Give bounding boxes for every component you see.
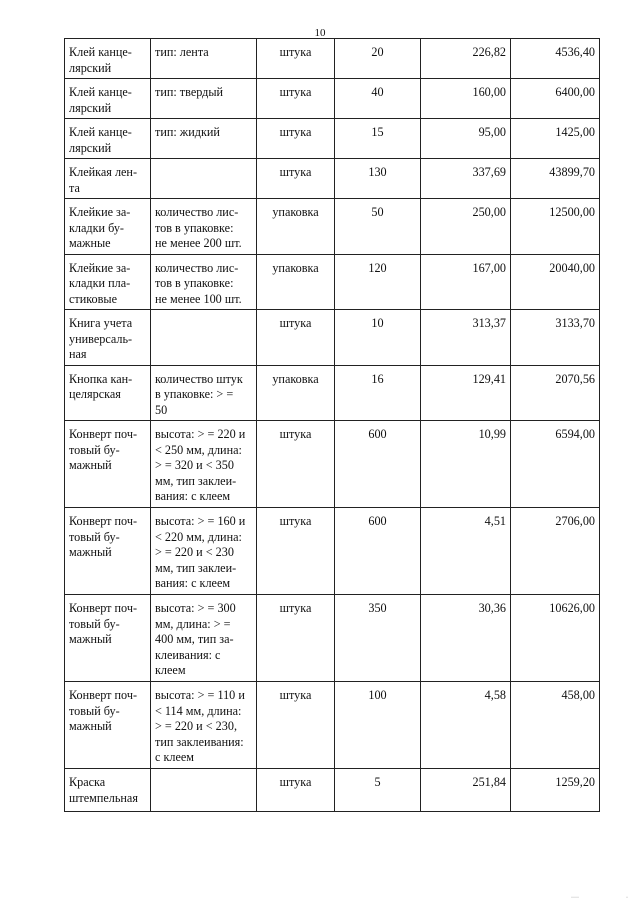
table-row xyxy=(65,159,600,199)
cell-name: Конверт поч- товый бу- мажный xyxy=(65,508,151,595)
cell-total: 4536,40 xyxy=(511,39,600,79)
cell-unit: штука xyxy=(257,769,335,812)
table-row xyxy=(65,421,600,508)
cell-name: Клейкие за- кладки пла- стиковые xyxy=(65,254,151,310)
cell-total: 6594,00 xyxy=(511,421,600,508)
table-row xyxy=(65,39,600,79)
cell-total: 2706,00 xyxy=(511,508,600,595)
cell-total: 458,00 xyxy=(511,682,600,769)
cell-unit: штука xyxy=(257,421,335,508)
cell-spec: количество лис- тов в упаковке: не менее 100 шт. xyxy=(151,254,257,310)
cell-unit: штука xyxy=(257,39,335,79)
cell-spec: высота: > = 160 и < 220 мм, длина: > = 220 и < 230 мм, тип заклеи- вания: с клеем xyxy=(151,508,257,595)
cell-qty: 15 xyxy=(335,119,421,159)
cell-total: 2070,56 xyxy=(511,365,600,421)
cell-spec: высота: > = 300 мм, длина: > = 400 мм, тип за- клеивания: с клеем xyxy=(151,595,257,682)
cell-spec: тип: жидкий xyxy=(151,119,257,159)
cell-qty: 50 xyxy=(335,199,421,255)
cell-name: Книга учета универсаль- ная xyxy=(65,310,151,366)
cell-total: 10626,00 xyxy=(511,595,600,682)
cell-spec xyxy=(151,159,257,199)
cell-price: 4,51 xyxy=(421,508,511,595)
cell-price: 4,58 xyxy=(421,682,511,769)
cell-qty: 350 xyxy=(335,595,421,682)
cell-name: Конверт поч- товый бу- мажный xyxy=(65,421,151,508)
cell-unit: штука xyxy=(257,310,335,366)
cell-price: 250,00 xyxy=(421,199,511,255)
table-row xyxy=(65,769,600,812)
cell-name: Клейкие за- кладки бу- мажные xyxy=(65,199,151,255)
cell-unit: штука xyxy=(257,119,335,159)
cell-total: 6400,00 xyxy=(511,79,600,119)
cell-name: Клей канце- лярский xyxy=(65,119,151,159)
cell-qty: 40 xyxy=(335,79,421,119)
table-row xyxy=(65,254,600,310)
cell-name: Конверт поч- товый бу- мажный xyxy=(65,682,151,769)
cell-name: Краска штемпельная xyxy=(65,769,151,812)
cell-qty: 20 xyxy=(335,39,421,79)
cell-qty: 130 xyxy=(335,159,421,199)
cell-name: Конверт поч- товый бу- мажный xyxy=(65,595,151,682)
table-row xyxy=(65,79,600,119)
cell-price: 167,00 xyxy=(421,254,511,310)
cell-qty: 5 xyxy=(335,769,421,812)
table-row xyxy=(65,365,600,421)
table-row xyxy=(65,595,600,682)
cell-total: 20040,00 xyxy=(511,254,600,310)
cell-qty: 600 xyxy=(335,421,421,508)
cell-unit: упаковка xyxy=(257,199,335,255)
cell-qty: 600 xyxy=(335,508,421,595)
table-row xyxy=(65,119,600,159)
cell-name: Клей канце- лярский xyxy=(65,39,151,79)
cell-spec: высота: > = 220 и < 250 мм, длина: > = 320 и < 350 мм, тип заклеи- вания: с клеем xyxy=(151,421,257,508)
table-row xyxy=(65,199,600,255)
cell-spec: тип: лента xyxy=(151,39,257,79)
cell-unit: упаковка xyxy=(257,254,335,310)
cell-price: 30,36 xyxy=(421,595,511,682)
cell-name: Клейкая лен- та xyxy=(65,159,151,199)
footer-mark: ···· xyxy=(571,895,579,901)
table-row xyxy=(65,310,600,366)
cell-unit: штука xyxy=(257,79,335,119)
goods-table-body xyxy=(65,39,600,812)
cell-price: 10,99 xyxy=(421,421,511,508)
cell-price: 313,37 xyxy=(421,310,511,366)
footer-mark-dot: · xyxy=(626,895,628,901)
cell-unit: штука xyxy=(257,595,335,682)
cell-spec: тип: твердый xyxy=(151,79,257,119)
cell-price: 129,41 xyxy=(421,365,511,421)
cell-spec: количество штук в упаковке: > = 50 xyxy=(151,365,257,421)
cell-qty: 10 xyxy=(335,310,421,366)
cell-spec xyxy=(151,769,257,812)
cell-unit: штука xyxy=(257,159,335,199)
cell-total: 3133,70 xyxy=(511,310,600,366)
cell-spec: высота: > = 110 и < 114 мм, длина: > = 220 и < 230, тип заклеивания: с клеем xyxy=(151,682,257,769)
cell-price: 160,00 xyxy=(421,79,511,119)
cell-total: 1259,20 xyxy=(511,769,600,812)
cell-spec xyxy=(151,310,257,366)
table-row xyxy=(65,682,600,769)
cell-total: 43899,70 xyxy=(511,159,600,199)
page-number: 10 xyxy=(314,27,326,39)
table-row xyxy=(65,508,600,595)
cell-unit: штука xyxy=(257,682,335,769)
cell-qty: 16 xyxy=(335,365,421,421)
cell-spec: количество лис- тов в упаковке: не менее 200 шт. xyxy=(151,199,257,255)
cell-unit: штука xyxy=(257,508,335,595)
cell-unit: упаковка xyxy=(257,365,335,421)
cell-qty: 100 xyxy=(335,682,421,769)
goods-table xyxy=(64,38,600,812)
cell-total: 12500,00 xyxy=(511,199,600,255)
cell-name: Клей канце- лярский xyxy=(65,79,151,119)
cell-total: 1425,00 xyxy=(511,119,600,159)
cell-name: Кнопка кан- целярская xyxy=(65,365,151,421)
cell-price: 226,82 xyxy=(421,39,511,79)
cell-qty: 120 xyxy=(335,254,421,310)
cell-price: 95,00 xyxy=(421,119,511,159)
cell-price: 337,69 xyxy=(421,159,511,199)
cell-price: 251,84 xyxy=(421,769,511,812)
